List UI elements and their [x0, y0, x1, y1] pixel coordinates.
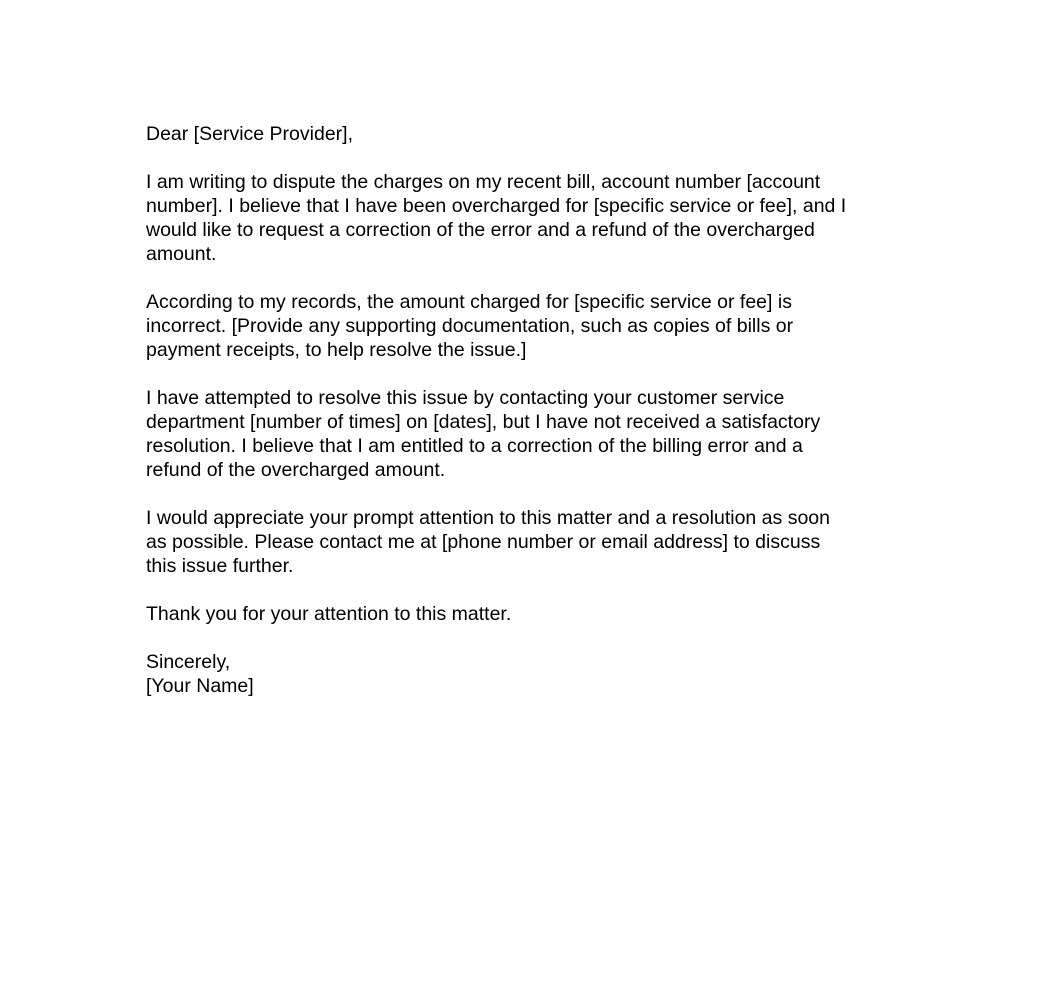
paragraph-records: According to my records, the amount charged for [specific service or fee] is incorrect. [Provide any supporting documentation, such as copies of bills or payment receipts, to help resolve the issue.] — [146, 291, 794, 361]
letter-body — [146, 122, 906, 698]
closing: Sincerely, — [146, 651, 231, 673]
paragraph-request: I would appreciate your prompt attention to this matter and a resolution as soon as possible. Please contact me at [phone number or email address] to discuss this issue further. — [146, 507, 830, 577]
paragraph-attempts: I have attempted to resolve this issue by contacting your customer service department [number of times] on [dates], but I have not received a satisfactory resolution. I believe that I am entitled to a correction of the billing error and a refund of the overcharged amount. — [146, 387, 821, 481]
signature: [Your Name] — [146, 675, 254, 697]
closing-block — [146, 650, 906, 698]
paragraph-thanks: Thank you for your attention to this matter. — [146, 603, 512, 625]
paragraph-dispute: I am writing to dispute the charges on my recent bill, account number [account number]. I believe that I have been overcharged for [specific service or fee], and I would like to request a correction of the error and a refund of the overcharged amount. — [146, 171, 847, 265]
salutation: Dear [Service Provider], — [146, 123, 353, 145]
